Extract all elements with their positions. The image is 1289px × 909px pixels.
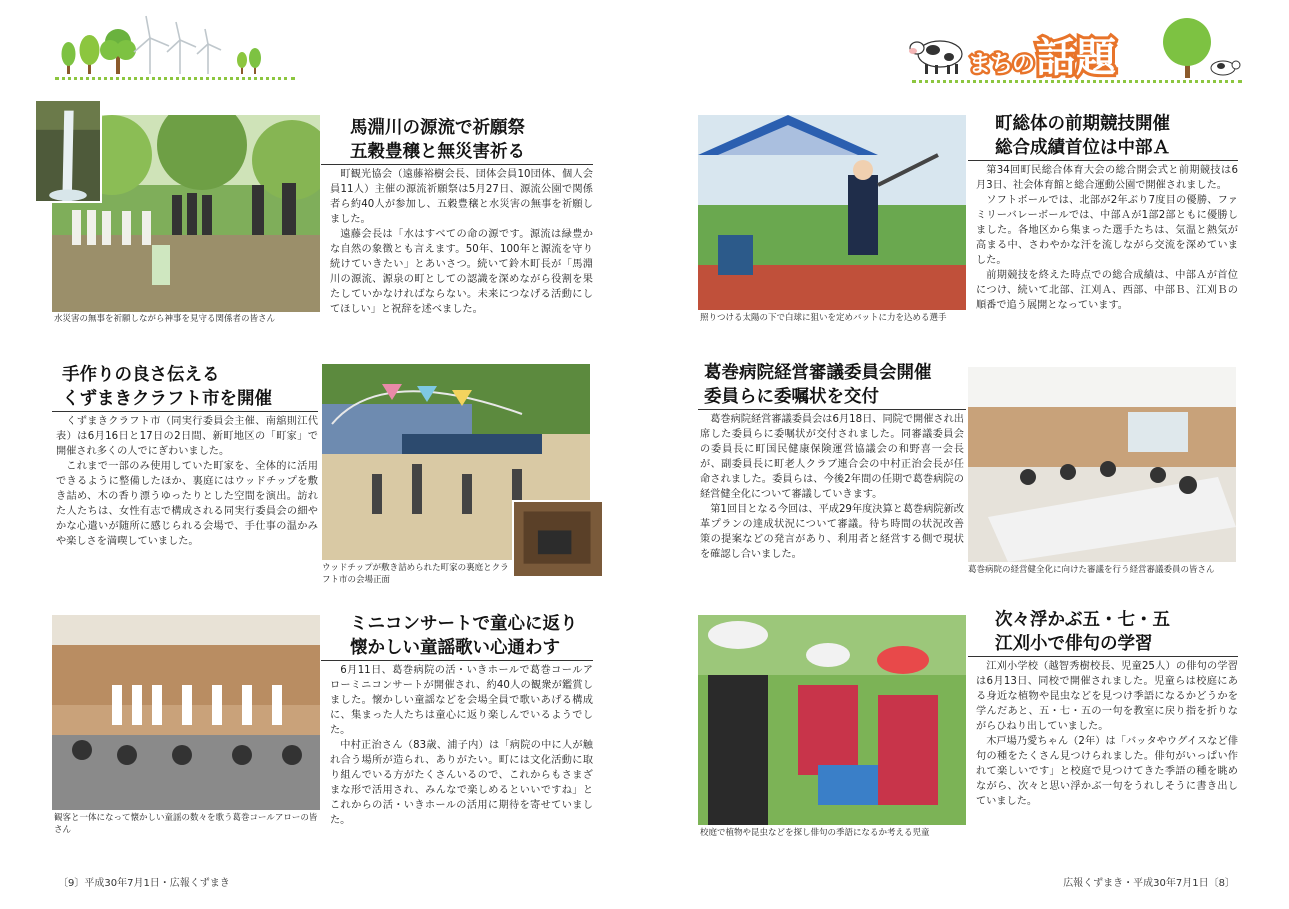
photo-concert	[52, 615, 320, 810]
article-headline	[704, 361, 966, 409]
photo-caption: 照りつける太陽の下で白球に狙いを定めバットに力を込める選手	[700, 313, 947, 323]
article-headline	[350, 116, 590, 164]
article-headline	[995, 112, 1235, 160]
article-body	[976, 163, 1238, 313]
article-paragraph: これまで一部のみ使用していた町家を、全体的に活用できるように整備したほか、裏庭にはウッドチップを敷き詰め、木の香り漂うゆったりとした空間を演出。訪れた人たちは、女性有志で構成される同実行委員会の細やかな心遣いが随所に感じられる会場で、手仕事の温かみや楽しさを満喫していました。	[56, 461, 318, 547]
headline-rule	[52, 411, 318, 412]
headline-line: 委員らに委嘱状を交付	[704, 387, 879, 407]
tree-icon	[1163, 18, 1211, 78]
headline-line: 江刈小で俳句の学習	[995, 634, 1153, 654]
article-body	[330, 167, 593, 317]
photo-caption: 観客と一体になって懐かしい童謡の数々を歌う葛巻コールアローの皆さん	[54, 813, 318, 835]
photo-craft-inset	[512, 500, 604, 578]
article-headline	[995, 608, 1235, 656]
windmill-icon	[134, 16, 221, 74]
photo-haiku	[698, 615, 966, 825]
headline-line: 葛巻病院経営審議委員会開催	[704, 363, 932, 383]
headline-line: 手作りの良さ伝える	[62, 365, 220, 385]
tree-icon	[100, 29, 136, 74]
tree-icon	[237, 48, 261, 74]
headline-line: くずまきクラフト市を開催	[62, 389, 272, 409]
article-paragraph: 第1回目となる今回は、平成29年度決算と葛巻病院新改革プランの達成状況について審議。待ち時間の状況改善策の提案などの発言があり、利用者と経営する側で現状を確認し合いました。	[700, 504, 964, 560]
article-paragraph: ソフトボールでは、北部が2年ぶり7度目の優勝、ファミリーバレーボールでは、中部Ａが1部2部ともに優勝しました。各地区から集まった選手たちは、気温と熱気が高まる中、さわやかな汗を流しながら交流を深めていました。	[976, 195, 1238, 266]
headline-line: 五穀豊穣と無災害祈る	[350, 142, 525, 162]
article-body	[976, 659, 1238, 809]
masthead-small: まちの	[968, 51, 1034, 77]
article-paragraph: 前期競技を終えた時点での総合成績は、中部Ａが首位につけ、続いて北部、江刈Ａ、西部、中部Ｂ、江刈Ｂの順番で追う展開となっています。	[976, 270, 1238, 311]
photo-caption: 葛巻病院の経営健全化に向けた審議を行う経営審議委員の皆さん	[968, 565, 1215, 575]
headline-line: ミニコンサートで童心に返り	[350, 614, 578, 634]
article-paragraph: 葛巻病院経営審議委員会は6月18日、同院で開催され出席した委員らに委嘱状が交付されました。同審議委員会の委員長に町国民健康保険運営協議会の和野喜一会長が、副委員長に町老人クラブ連合会の中村正治会長が任命されました。委員らは、今後2年間の任期で葛巻病院の経営健全化について審議していきます。	[700, 414, 964, 500]
masthead-big: 話題	[1036, 35, 1116, 81]
article-headline	[62, 363, 320, 411]
headline-rule	[698, 409, 966, 410]
photo-spring-inset	[34, 99, 102, 203]
headline-line: 総合成績首位は中部Ａ	[995, 138, 1170, 158]
article-paragraph: 中村正治さん（83歳、浦子内）は「病院の中に人が触れ合う場所が造られ、ありがたい。町には文化活動に取り組んでいる方がたくさんいるので、これからもさまざまな形で活用され、みんなで楽しめるといいですね」とこれからの活・いきホールの活用に期待を寄せていました。	[330, 740, 593, 826]
headline-rule	[968, 656, 1238, 657]
photo-caption: 校庭で植物や昆虫などを探し俳句の季語になるか考える児童	[700, 828, 930, 838]
cow-icon	[909, 41, 962, 74]
headline-rule	[321, 164, 593, 165]
headline-rule	[321, 660, 593, 661]
header-illustration-left	[50, 10, 290, 82]
tree-icon	[80, 35, 100, 74]
article-paragraph: 町観光協会（遠藤裕樹会長、団体会員10団体、個人会員11人）主催の源流祈願祭は5月27日、源流公園で関係者ら約40人が参加し、五穀豊穣と水災害の無事を祈願しました。	[330, 169, 593, 225]
article-body	[330, 663, 593, 828]
headline-rule	[968, 160, 1238, 161]
article-paragraph: 江刈小学校（越智秀樹校長、児童25人）の俳句の学習は6月13日、同校で開催されました。児童らは校庭にある身近な植物や昆虫などを見つけ季語になるかどうかを学んだあと、五・七・五の一句を教室に戻り指を折りながらひねり出していました。	[976, 661, 1238, 732]
photo-caption: ウッドチップが敷き詰められた町家の裏庭とクラフト市の会場正面	[322, 563, 509, 585]
headline-line: 町総体の前期競技開催	[995, 114, 1170, 134]
article-paragraph: 第34回町民総合体育大会の総合開会式と前期競技は6月3日、社会体育館と総合運動公園で開催されました。	[976, 165, 1238, 191]
article-body	[56, 414, 318, 549]
article-paragraph: 木戸場乃愛ちゃん（2年）は「バッタやウグイスなど俳句の種をたくさん見つけられました。俳句がいっぱい作れて楽しいです」と校庭で見つけてきた季語の種を眺めながら、次々と思い浮かぶ一句をうれしそうに書き出していました。	[976, 736, 1238, 807]
cow-icon	[1211, 61, 1240, 75]
photo-caption: 水災害の無事を祈願しながら神事を見守る関係者の皆さん	[54, 314, 276, 324]
header-dotted-line-left	[55, 77, 295, 80]
photo-committee	[968, 367, 1236, 562]
photo-softball	[698, 115, 966, 310]
article-paragraph: くずまきクラフト市（同実行委員会主催、南舘則江代表）は6月16日と17日の2日間、新町地区の「町家」で開催され多くの人でにぎわいました。	[56, 416, 318, 457]
headline-line: 馬淵川の源流で祈願祭	[350, 118, 525, 138]
page-footer-right: 広報くずまき・平成30年7月1日〔8〕	[1063, 878, 1235, 889]
headline-line: 次々浮かぶ五・七・五	[995, 610, 1170, 630]
article-paragraph: 遠藤会長は「水はすべての命の源です。源流は緑豊かな自然の象徴とも言えます。50年、100年と源流を守り続けていきたい」とあいさつ。続いて鈴木町長が「馬淵川の源流、源泉の町としての認識を深めながら役割を果たしていかなければならない。未来につなげる活動にしてほしい」と祝辞を述べました。	[330, 229, 593, 315]
article-headline	[350, 612, 600, 660]
tree-icon	[62, 42, 76, 74]
page-footer-left: 〔9〕平成30年7月1日・広報くずまき	[58, 878, 230, 889]
article-body	[700, 412, 964, 562]
masthead-title	[968, 28, 1116, 81]
headline-line: 懐かしい童謡歌い心通わす	[350, 638, 560, 658]
article-paragraph: 6月11日、葛巻病院の活・いきホールで葛巻コールアローミニコンサートが開催され、約40人の観衆が鑑賞しました。懐かしい童謡などを会場全員で歌いあげる構成に、集まった人たちは童心に返り楽しんでいるようでした。	[330, 665, 593, 736]
